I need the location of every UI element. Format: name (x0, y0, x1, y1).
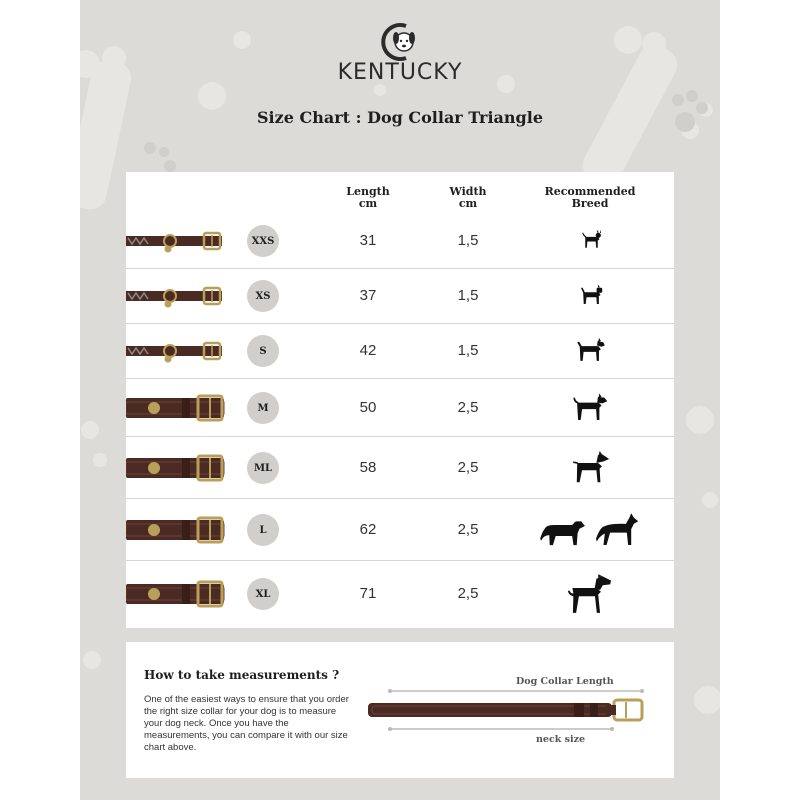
length-value: 37 (359, 287, 377, 304)
size-badge: XS (247, 280, 279, 312)
breed-header (530, 186, 650, 210)
brand-logo (80, 22, 720, 85)
small-terrier-icon (577, 282, 605, 308)
size-badge: XL (247, 578, 279, 610)
leather-collar-icon (126, 579, 228, 609)
triangle-collar-icon (126, 227, 226, 255)
table-row (126, 437, 674, 499)
triangle-collar-icon (126, 337, 226, 365)
table-row (126, 561, 674, 628)
table-row (126, 379, 674, 437)
terrier-icon (574, 336, 606, 364)
table-row (126, 269, 674, 324)
table-row (126, 324, 674, 379)
breed-header-label: Recommended (544, 185, 636, 198)
size-badge: M (247, 392, 279, 424)
width-value: 2,5 (457, 521, 479, 538)
shepherd-icon (596, 513, 640, 547)
neck-size-label: neck size (536, 734, 586, 745)
leather-collar-icon (126, 515, 228, 545)
size-table (126, 172, 674, 628)
length-value: 71 (359, 585, 377, 602)
length-header-unit: cm (358, 197, 378, 210)
width-value: 2,5 (457, 585, 479, 602)
width-header-unit: cm (458, 197, 478, 210)
collar-length-dimension-line (386, 688, 646, 694)
size-badge: XXS (247, 225, 279, 257)
length-value: 62 (359, 521, 377, 538)
length-value: 50 (359, 399, 377, 416)
width-value: 1,5 (457, 287, 479, 304)
length-value: 58 (359, 459, 377, 476)
measurement-heading: How to take measurements ? (144, 668, 340, 682)
size-badge: L (247, 514, 279, 546)
leather-collar-icon (126, 393, 228, 423)
breed-header-sub: Breed (571, 197, 609, 210)
size-badge: S (247, 335, 279, 367)
length-value: 31 (359, 232, 377, 249)
dog-head-logo-icon (376, 22, 424, 62)
length-header-label: Length (346, 185, 390, 198)
table-row (126, 499, 674, 561)
width-value: 1,5 (457, 342, 479, 359)
length-value: 42 (359, 342, 377, 359)
medium-dog-icon (572, 392, 608, 422)
collar-illustration (368, 696, 648, 726)
size-chart-poster (80, 0, 720, 800)
size-badge: ML (247, 452, 279, 484)
collar-length-label: Dog Collar Length (516, 676, 614, 687)
page-title: Size Chart : Dog Collar Triangle (257, 108, 543, 127)
width-value: 1,5 (457, 232, 479, 249)
length-header (333, 186, 403, 210)
table-row (126, 214, 674, 269)
doberman-icon (570, 450, 610, 484)
chihuahua-icon (578, 228, 604, 252)
width-header-label: Width (449, 185, 487, 198)
width-header (433, 186, 503, 210)
neck-size-dimension-line (386, 726, 616, 732)
brand-name: KENTUCKY (337, 60, 463, 85)
retriever-icon (540, 515, 586, 547)
measurement-text: One of the easiest ways to ensure that you order the right size collar for your dog is to measure your dog neck. Once you have the measurements, you can compare it with our size chart above. (144, 694, 349, 753)
width-value: 2,5 (457, 459, 479, 476)
great-dane-icon (566, 573, 612, 615)
leather-collar-icon (126, 453, 228, 483)
triangle-collar-icon (126, 282, 226, 310)
measurement-guide (126, 642, 674, 778)
width-value: 2,5 (457, 399, 479, 416)
